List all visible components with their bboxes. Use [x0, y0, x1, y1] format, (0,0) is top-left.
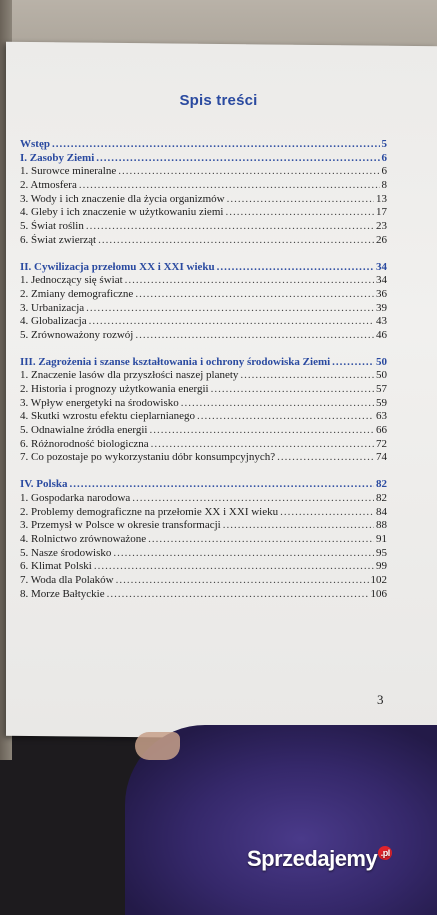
- toc-item: [20, 193, 387, 207]
- toc-heading-page: 34: [376, 260, 387, 273]
- toc-item: [20, 383, 387, 397]
- toc-item: [20, 369, 387, 383]
- toc-item-page: 99: [376, 560, 387, 573]
- toc-item-label: 3. Urbanizacja: [20, 301, 85, 314]
- toc-item-label: 6. Klimat Polski: [20, 560, 92, 573]
- toc-heading-page: 6: [381, 151, 387, 164]
- toc-item: [20, 302, 387, 316]
- section-spacer: [20, 248, 387, 261]
- toc-item-page: 106: [370, 587, 387, 600]
- dot-leader: [69, 478, 374, 492]
- toc-item-page: 8: [381, 179, 387, 192]
- dot-leader: [86, 220, 374, 234]
- toc-item: [20, 288, 387, 302]
- toc-item-page: 63: [376, 410, 387, 423]
- dot-leader: [211, 383, 374, 397]
- toc-item-label: 1. Surowce mineralne: [20, 165, 117, 178]
- toc-item-label: 3. Wpływ energetyki na środowisko: [20, 396, 179, 409]
- toc-item-page: 57: [376, 383, 387, 395]
- dot-leader: [52, 138, 380, 152]
- toc-item-label: 2. Zmiany demograficzne: [20, 287, 134, 300]
- toc-item-page: 26: [376, 233, 387, 246]
- dot-leader: [217, 261, 374, 275]
- toc-heading-label: II. Cywilizacja przełomu XX i XXI wieku: [20, 260, 215, 273]
- toc-item-page: 50: [376, 369, 387, 382]
- toc-heading: [20, 478, 387, 492]
- dot-leader: [332, 356, 374, 370]
- toc-item: [20, 410, 387, 424]
- toc-item-label: 5. Świat roślin: [20, 220, 84, 233]
- watermark: [247, 846, 392, 872]
- toc-item-label: 5. Odnawialne źródła energii: [20, 424, 148, 437]
- dot-leader: [113, 547, 374, 561]
- toc-item-label: 3. Przemysł w Polsce w okresie transformacji: [20, 519, 221, 532]
- page-title: Spis treści: [179, 92, 258, 109]
- toc-item: [20, 329, 387, 343]
- toc-item-page: 91: [376, 532, 387, 545]
- toc-item: [20, 179, 387, 193]
- toc-item-label: 7. Co pozostaje po wykorzystaniu dóbr konsumpcyjnych?: [20, 451, 276, 464]
- dot-leader: [197, 410, 374, 424]
- toc-item-page: 6: [381, 165, 387, 178]
- toc-item-label: 5. Zrównoważony rozwój: [20, 328, 134, 341]
- toc-item: [20, 274, 387, 288]
- toc-heading-label: III. Zagrożenia i szanse kształtowania i ochrony środowiska Ziemi: [20, 355, 331, 368]
- toc-item: [20, 234, 387, 248]
- toc-item: [20, 397, 387, 411]
- toc-item: [20, 451, 387, 465]
- dot-leader: [277, 451, 374, 465]
- hand: [135, 732, 180, 760]
- toc-heading-page: 50: [376, 355, 387, 368]
- toc-item-label: 1. Jednoczący się świat: [20, 274, 123, 287]
- toc-item-page: 82: [376, 491, 387, 504]
- dot-leader: [149, 424, 374, 438]
- toc-item-label: 8. Morze Bałtyckie: [20, 587, 105, 600]
- dot-leader: [125, 274, 374, 288]
- toc-item-label: 4. Rolnictwo zrównoważone: [20, 532, 147, 545]
- toc-item-label: 1. Gospodarka narodowa: [20, 491, 131, 504]
- toc-item-label: 5. Nasze środowisko: [20, 546, 112, 559]
- toc-item-page: 43: [376, 315, 387, 328]
- toc-item-label: 4. Gleby i ich znaczenie w użytkowaniu ziemi: [20, 206, 224, 219]
- toc-item-label: 2. Atmosfera: [20, 179, 77, 192]
- toc-item: [20, 506, 387, 520]
- toc-heading-label: I. Zasoby Ziemi: [20, 151, 95, 164]
- dot-leader: [280, 506, 374, 520]
- toc-heading: [20, 261, 387, 275]
- toc-item-label: 4. Skutki wzrostu efektu cieplarnianego: [20, 410, 196, 423]
- toc-item-page: 17: [376, 206, 387, 219]
- toc-item: [20, 519, 387, 533]
- section-spacer: [20, 465, 387, 478]
- toc-item-label: 2. Historia i prognozy użytkowania energii: [20, 383, 209, 395]
- dot-leader: [135, 329, 374, 343]
- dot-leader: [227, 193, 374, 207]
- toc-heading: [20, 356, 387, 370]
- toc-item-label: 6. Świat zwierząt: [20, 233, 97, 246]
- toc-item: [20, 165, 387, 179]
- dot-leader: [89, 315, 374, 329]
- toc-item: [20, 220, 387, 234]
- toc-heading-page: 82: [376, 478, 387, 491]
- toc-item: [20, 492, 387, 506]
- toc-item-page: 84: [376, 505, 387, 518]
- toc-item: [20, 574, 387, 588]
- toc-item-label: 3. Wody i ich znaczenie dla życia organizmów: [20, 192, 225, 205]
- toc-item: [20, 560, 387, 574]
- dot-leader: [148, 533, 374, 547]
- toc-item-page: 102: [370, 573, 387, 586]
- dot-leader: [98, 234, 374, 248]
- toc-heading: [20, 152, 387, 166]
- section-spacer: [20, 343, 387, 356]
- dot-leader: [223, 519, 374, 533]
- table-of-contents: [20, 138, 387, 601]
- toc-item: [20, 206, 387, 220]
- toc-heading-label: IV. Polska: [20, 478, 68, 491]
- toc-item-page: 95: [376, 546, 387, 559]
- toc-item-page: 46: [376, 328, 387, 341]
- toc-item-label: 7. Woda dla Polaków: [20, 573, 114, 586]
- toc-heading-page: 5: [381, 138, 387, 150]
- toc-item-label: 1. Znaczenie lasów dla przyszłości naszej planety: [20, 369, 239, 382]
- toc-item: [20, 547, 387, 561]
- toc-item-label: 4. Globalizacja: [20, 315, 87, 328]
- dot-leader: [135, 288, 374, 302]
- toc-item-label: 6. Różnorodność biologiczna: [20, 437, 149, 450]
- dot-leader: [107, 588, 369, 602]
- toc-item-page: 34: [376, 274, 387, 287]
- toc-item: [20, 588, 387, 602]
- dot-leader: [132, 492, 374, 506]
- dot-leader: [151, 438, 374, 452]
- page-number: 3: [377, 692, 384, 707]
- toc-heading: [20, 138, 387, 152]
- dot-leader: [118, 165, 379, 179]
- toc-item: [20, 438, 387, 452]
- toc-item-page: 88: [376, 519, 387, 532]
- toc-item-page: 13: [376, 192, 387, 205]
- toc-item-page: 72: [376, 437, 387, 450]
- watermark-badge: .pl: [378, 846, 392, 860]
- toc-item-page: 66: [376, 424, 387, 437]
- dot-leader: [181, 397, 374, 411]
- dot-leader: [225, 206, 374, 220]
- dot-leader: [94, 560, 374, 574]
- toc-item-label: 2. Problemy demograficzne na przełomie XX i XXI wieku: [20, 505, 279, 518]
- watermark-text: Sprzedajemy: [247, 846, 378, 871]
- dot-leader: [240, 369, 374, 383]
- toc-item: [20, 533, 387, 547]
- toc-item-page: 36: [376, 287, 387, 300]
- dot-leader: [86, 302, 374, 316]
- toc-item-page: 59: [376, 396, 387, 409]
- toc-heading-label: Wstęp: [20, 138, 50, 150]
- toc-item: [20, 315, 387, 329]
- toc-item-page: 23: [376, 220, 387, 233]
- toc-item-page: 74: [376, 451, 387, 464]
- dot-leader: [79, 179, 380, 193]
- toc-item: [20, 424, 387, 438]
- toc-item-page: 39: [376, 301, 387, 314]
- dot-leader: [116, 574, 369, 588]
- dot-leader: [96, 152, 379, 166]
